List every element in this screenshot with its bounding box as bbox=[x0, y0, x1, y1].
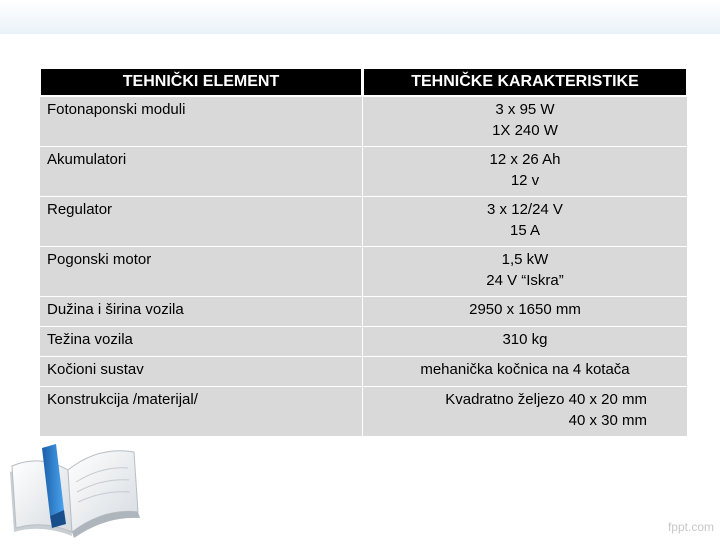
element-cell: Regulator bbox=[40, 197, 363, 247]
table-header-row bbox=[40, 68, 688, 97]
element-cell: Težina vozila bbox=[40, 327, 363, 357]
value-line: 1,5 kW bbox=[501, 251, 549, 268]
open-book-icon bbox=[6, 432, 156, 540]
value-line: 40 x 30 mm bbox=[568, 412, 647, 429]
top-gradient-band bbox=[0, 0, 720, 34]
element-cell: Kočioni sustav bbox=[40, 357, 363, 387]
value-cell bbox=[363, 147, 688, 197]
value-line: 3 x 95 W bbox=[495, 101, 555, 118]
element-cell: Fotonaponski moduli bbox=[40, 97, 363, 147]
header-element: TEHNIČKI ELEMENT bbox=[40, 68, 363, 97]
value-line: 310 kg bbox=[502, 331, 548, 348]
value-cell bbox=[363, 97, 688, 147]
value-cell bbox=[363, 387, 688, 437]
value-line: 3 x 12/24 V bbox=[487, 201, 563, 218]
value-cell bbox=[363, 357, 688, 387]
table-row bbox=[40, 357, 688, 387]
value-line: 2950 x 1650 mm bbox=[469, 301, 581, 318]
value-cell bbox=[363, 297, 688, 327]
specs-table bbox=[39, 67, 688, 437]
value-line: 15 A bbox=[509, 222, 541, 239]
value-line: mehanička kočnica na 4 kotača bbox=[420, 361, 630, 378]
element-cell: Konstrukcija /materijal/ bbox=[40, 387, 363, 437]
value-cell bbox=[363, 247, 688, 297]
value-cell bbox=[363, 197, 688, 247]
table-row bbox=[40, 247, 688, 297]
element-cell: Dužina i širina vozila bbox=[40, 297, 363, 327]
table-row bbox=[40, 97, 688, 147]
table-row bbox=[40, 387, 688, 437]
table-row bbox=[40, 197, 688, 247]
value-line: 24 V “Iskra” bbox=[486, 272, 564, 289]
header-characteristics: TEHNIČKE KARAKTERISTIKE bbox=[363, 68, 688, 97]
table-row bbox=[40, 297, 688, 327]
watermark: fppt.com bbox=[667, 520, 714, 534]
value-line: 1X 240 W bbox=[492, 122, 558, 139]
value-cell bbox=[363, 327, 688, 357]
value-line: 12 x 26 Ah bbox=[489, 151, 561, 168]
value-line: 12 v bbox=[510, 172, 540, 189]
table-row bbox=[40, 327, 688, 357]
element-cell: Pogonski motor bbox=[40, 247, 363, 297]
element-cell: Akumulatori bbox=[40, 147, 363, 197]
table-row bbox=[40, 147, 688, 197]
value-line: Kvadratno željezo 40 x 20 mm bbox=[445, 391, 647, 408]
